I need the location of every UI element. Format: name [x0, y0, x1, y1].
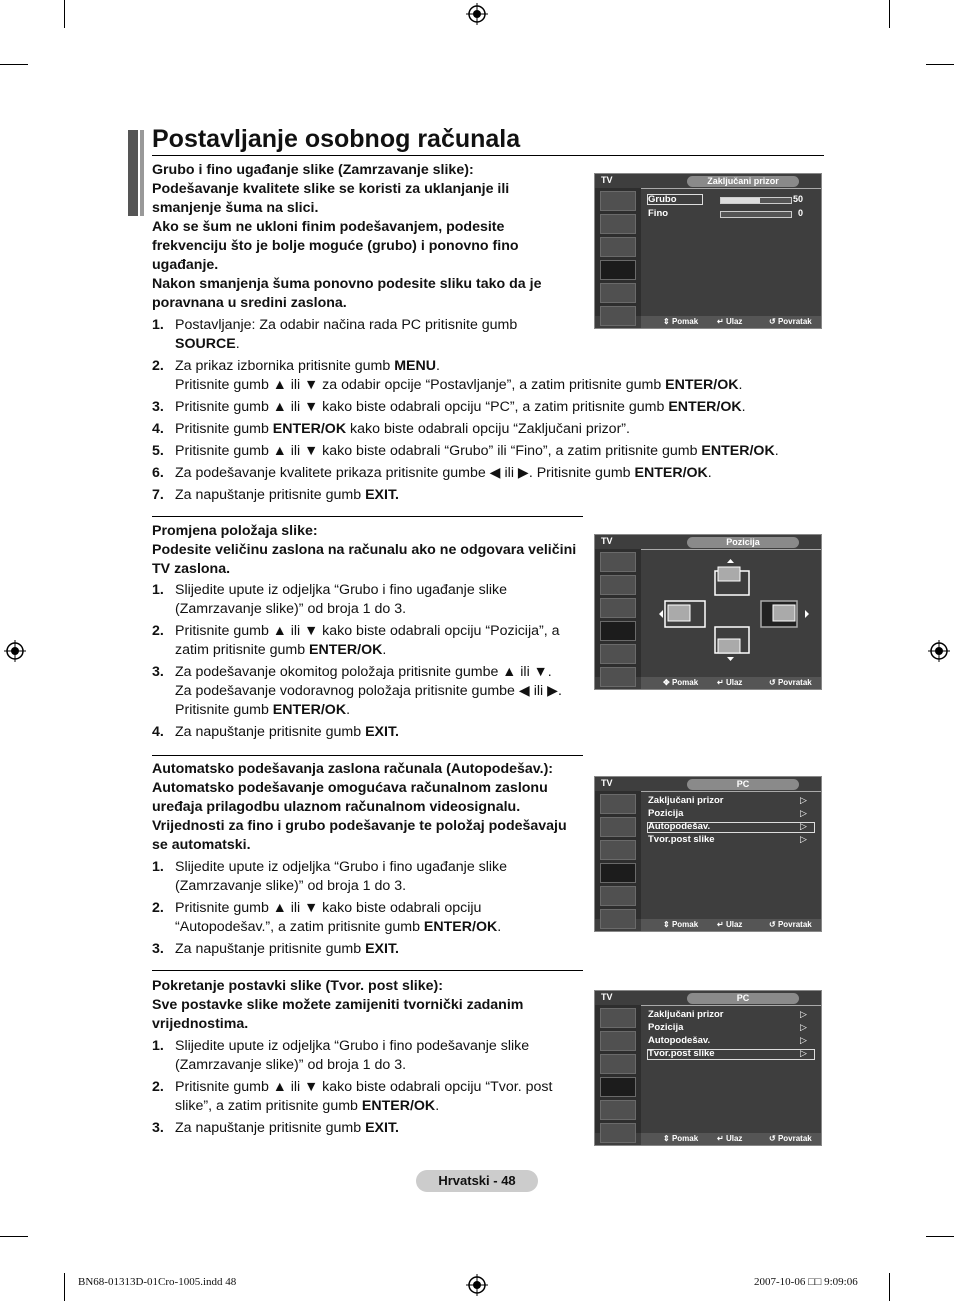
osd-tv-label: TV: [601, 536, 613, 546]
step-text: Pritisnite gumb ▲ ili ▼ kako biste odabrali opciju “Autopodešav.”, a zatim pritisnite gumb ENTER/OK.: [175, 900, 502, 935]
heading-line: Nakon smanjenja šuma ponovno podesite sliku tako da je: [152, 276, 542, 292]
osd-menu-item[interactable]: Pozicija: [648, 1022, 684, 1033]
picture-menu-icon: [600, 794, 636, 814]
step-text: Slijedite upute iz odjeljka “Grubo i fino ugađanje slike (Zamrzavanje slike)” od broja 1 do 3.: [175, 859, 508, 894]
step-item: [152, 622, 582, 660]
back-hint: ↺ Povratak: [769, 1134, 812, 1143]
osd-menu-item[interactable]: Autopodešav.: [648, 1035, 711, 1046]
back-hint: ↺ Povratak: [769, 317, 812, 326]
step-text: Pritisnite gumb ▲ ili ▼ kako biste odabrali “Grubo” ili “Fino”, a zatim pritisnite gumb ENTER/OK.: [175, 443, 779, 459]
move-hint: ✥ Pomak: [663, 678, 699, 687]
back-label: Povratak: [777, 920, 812, 929]
submenu-arrow-icon: ▷: [800, 1035, 807, 1045]
back-label: Povratak: [777, 317, 812, 326]
enter-hint: ↵ Ulaz: [717, 920, 743, 929]
picture-menu-icon: [600, 191, 636, 211]
registration-mark-icon: [928, 640, 950, 662]
step-item: [152, 420, 832, 439]
osd-sidebar: [595, 549, 641, 677]
step-item: [152, 581, 582, 619]
heading-line: Podesite veličinu zaslona na računalu ako ne odgovara veličini: [152, 542, 577, 558]
move-hint: ⇕ Pomak: [663, 920, 699, 929]
heading-line: Automatsko podešavanje omogućava računalnom zaslonu: [152, 780, 548, 796]
step-number: 1.: [152, 317, 164, 333]
enter-hint: ↵ Ulaz: [717, 317, 743, 326]
heading-line: ugađanje.: [152, 257, 219, 273]
step-number: 1.: [152, 1038, 164, 1054]
section-rule: [152, 755, 583, 756]
title-accent-bar: [128, 130, 138, 216]
osd-item-grubo: Grubo: [648, 194, 677, 205]
registration-mark-icon: [466, 3, 488, 25]
step-number: 1.: [152, 582, 164, 598]
step-text: Slijedite upute iz odjeljka “Grubo i fino podešavanje slike (Zamrzavanje slike)” od broja 1 do 3.: [175, 1038, 530, 1073]
grubo-value: 50: [793, 194, 804, 204]
sound-menu-icon: [600, 817, 636, 837]
back-label: Povratak: [777, 1134, 812, 1143]
channel-menu-icon: [600, 598, 636, 618]
print-slug-file: BN68-01313D-01Cro-1005.indd 48: [78, 1276, 237, 1288]
submenu-arrow-icon: ▷: [800, 821, 807, 831]
osd-divider: [641, 549, 821, 550]
step-text: Pritisnite gumb ENTER/OK kako biste odabrali opciju “Zaključani prizor”.: [175, 421, 630, 437]
slider-fill: [721, 198, 760, 203]
setup-menu-icon: [600, 1077, 636, 1097]
osd-header: PC: [687, 779, 799, 790]
heading-line: Vrijednosti za fino i grubo podešavanje te položaj podešavaju: [152, 818, 567, 834]
enter-label: Ulaz: [725, 1134, 743, 1143]
submenu-arrow-icon: ▷: [800, 1022, 807, 1032]
channel-menu-icon: [600, 840, 636, 860]
heading-line: smanjenje šuma na slici.: [152, 200, 319, 216]
heading-line: TV zaslona.: [152, 561, 231, 577]
move-hint: ⇕ Pomak: [663, 1134, 699, 1143]
osd-tv-label: TV: [601, 778, 613, 788]
step-text: Za napuštanje pritisnite gumb EXIT.: [175, 941, 399, 957]
step-item: [152, 1119, 582, 1138]
osd-menu-item[interactable]: Zaključani prizor: [648, 795, 724, 806]
osd-header: PC: [687, 993, 799, 1004]
osd-menu-item[interactable]: Autopodešav.: [648, 821, 711, 832]
title-accent-bar: [140, 130, 144, 216]
move-label: Pomak: [671, 317, 699, 326]
move-label: Pomak: [671, 1134, 699, 1143]
osd-menu-item[interactable]: Pozicija: [648, 808, 684, 819]
step-text: Slijedite upute iz odjeljka “Grubo i fino ugađanje slike (Zamrzavanje slike)” od broja 1 do 3.: [175, 582, 508, 617]
step-text: Pritisnite gumb ▲ ili ▼ kako biste odabrali opciju “Pozicija”, a zatim pritisnite gumb ENTER/OK.: [175, 623, 560, 658]
grubo-slider: [720, 197, 792, 204]
move-label: Pomak: [671, 920, 699, 929]
sound-menu-icon: [600, 1031, 636, 1051]
step-text: Za podešavanje okomitog položaja pritisnite gumbe ▲ ili ▼. Za podešavanje vodoravnog položaja pritisnite gumbe ◀ ili ▶. Pritisnite gumb ENTER/OK.: [175, 664, 562, 718]
osd-sidebar: [595, 1005, 641, 1133]
osd-menu-item[interactable]: Tvor.post slike: [648, 1048, 715, 1059]
osd-item-fino: Fino: [648, 208, 669, 219]
input-menu-icon: [600, 1100, 636, 1120]
step-item: [152, 723, 582, 742]
osd-footer: [641, 919, 821, 931]
section-1-steps: [152, 316, 832, 508]
back-hint: ↺ Povratak: [769, 920, 812, 929]
print-slug-date: 2007-10-06 □□ 9:09:06: [754, 1276, 858, 1288]
section-3-heading: [152, 760, 592, 855]
osd-menu-item[interactable]: Tvor.post slike: [648, 834, 715, 845]
heading-line: Podešavanje kvalitete slike se koristi za uklanjanje ili: [152, 181, 510, 197]
step-number: 3.: [152, 399, 164, 415]
input-menu-icon: [600, 283, 636, 303]
step-number: 4.: [152, 421, 164, 437]
digital-menu-icon: [600, 306, 636, 326]
step-text: Pritisnite gumb ▲ ili ▼ kako biste odabrali opciju “Tvor. post slike”, a zatim pritisnite gumb ENTER/OK.: [175, 1079, 553, 1114]
step-number: 1.: [152, 859, 164, 875]
step-number: 2.: [152, 900, 164, 916]
step-item: [152, 1078, 582, 1116]
osd-divider: [641, 188, 821, 189]
digital-menu-icon: [600, 1123, 636, 1143]
back-label: Povratak: [777, 678, 812, 687]
page-number: Hrvatski - 48: [416, 1170, 538, 1192]
fino-slider: [720, 211, 792, 218]
channel-menu-icon: [600, 237, 636, 257]
step-item: [152, 398, 832, 417]
digital-menu-icon: [600, 667, 636, 687]
move-hint: ⇕ Pomak: [663, 317, 699, 326]
submenu-arrow-icon: ▷: [800, 1048, 807, 1058]
step-text: Za prikaz izbornika pritisnite gumb MENU. Pritisnite gumb ▲ ili ▼ za odabir opcije “Postavljanje”, a zatim pritisnite gumb ENTER/OK.: [175, 358, 743, 393]
submenu-arrow-icon: ▷: [800, 795, 807, 805]
step-text: Postavljanje: Za odabir načina rada PC pritisnite gumb SOURCE.: [175, 317, 518, 352]
heading-line: Grubo i fino ugađanje slike (Zamrzavanje slike):: [152, 162, 474, 178]
heading-line: Ako se šum ne ukloni finim podešavanjem, podesite: [152, 219, 505, 235]
osd-menu-item[interactable]: Zaključani prizor: [648, 1009, 724, 1020]
picture-menu-icon: [600, 552, 636, 572]
section-4-steps: [152, 1037, 582, 1141]
step-number: 4.: [152, 724, 164, 740]
heading-line: poravnana u sredini zaslona.: [152, 295, 347, 311]
step-number: 5.: [152, 443, 164, 459]
step-item: [152, 663, 582, 720]
osd-tv-label: TV: [601, 175, 613, 185]
section-2-heading: [152, 522, 592, 579]
heading-line: se automatski.: [152, 837, 251, 853]
step-number: 2.: [152, 1079, 164, 1095]
osd-tv-label: TV: [601, 992, 613, 1002]
section-rule: [152, 970, 583, 971]
step-text: Pritisnite gumb ▲ ili ▼ kako biste odabrali opciju “PC”, a zatim pritisnite gumb ENTER/OK.: [175, 399, 746, 415]
enter-label: Ulaz: [725, 317, 743, 326]
osd-screen-pc-tvor-post: [594, 990, 822, 1146]
osd-screen-pc-autopodesav: [594, 776, 822, 932]
osd-header: Pozicija: [687, 537, 799, 548]
submenu-arrow-icon: ▷: [800, 1009, 807, 1019]
step-number: 3.: [152, 664, 164, 680]
step-text: Za napuštanje pritisnite gumb EXIT.: [175, 724, 399, 740]
section-1-heading: [152, 161, 582, 313]
registration-mark-icon: [4, 640, 26, 662]
step-text: Za napuštanje pritisnite gumb EXIT.: [175, 1120, 399, 1136]
osd-sidebar: [595, 188, 641, 316]
heading-line: Pokretanje postavki slike (Tvor. post slike):: [152, 978, 443, 994]
submenu-arrow-icon: ▷: [800, 834, 807, 844]
step-item: [152, 940, 582, 959]
section-3-steps: [152, 858, 582, 962]
step-number: 3.: [152, 941, 164, 957]
osd-footer: [641, 316, 821, 328]
step-text: Za podešavanje kvalitete prikaza pritisnite gumbe ◀ ili ▶. Pritisnite gumb ENTER/OK.: [175, 465, 712, 481]
heading-line: Sve postavke slike možete zamijeniti tvornički zadanim: [152, 997, 524, 1013]
step-number: 2.: [152, 623, 164, 639]
setup-menu-icon: [600, 863, 636, 883]
setup-menu-icon: [600, 621, 636, 641]
channel-menu-icon: [600, 1054, 636, 1074]
step-item: [152, 486, 832, 505]
heading-line: vrijednostima.: [152, 1016, 249, 1032]
osd-divider: [641, 791, 821, 792]
digital-menu-icon: [600, 909, 636, 929]
enter-label: Ulaz: [725, 920, 743, 929]
heading-line: Promjena položaja slike:: [152, 523, 318, 539]
osd-header: Zaključani prizor: [687, 176, 799, 187]
step-number: 6.: [152, 465, 164, 481]
position-diagram: [655, 559, 815, 669]
setup-menu-icon: [600, 260, 636, 280]
step-item: [152, 1037, 582, 1075]
section-2-steps: [152, 581, 582, 745]
step-number: 3.: [152, 1120, 164, 1136]
heading-line: Automatsko podešavanja zaslona računala (Autopodešav.):: [152, 761, 554, 777]
title-rule: [152, 155, 824, 156]
enter-hint: ↵ Ulaz: [717, 1134, 743, 1143]
osd-divider: [641, 1005, 821, 1006]
step-item: [152, 464, 832, 483]
step-item: [152, 357, 832, 395]
heading-line: uređaja prilagodbu ulaznom računalnom videosignalu.: [152, 799, 521, 815]
back-hint: ↺ Povratak: [769, 678, 812, 687]
osd-sidebar: [595, 791, 641, 919]
step-text: Za napuštanje pritisnite gumb EXIT.: [175, 487, 399, 503]
osd-screen-zakljucani-prizor: [594, 173, 822, 329]
step-number: 2.: [152, 358, 164, 374]
heading-line: frekvenciju što je bolje moguće (grubo) i ponovno fino: [152, 238, 519, 254]
sound-menu-icon: [600, 575, 636, 595]
input-menu-icon: [600, 886, 636, 906]
submenu-arrow-icon: ▷: [800, 808, 807, 818]
fino-value: 0: [798, 208, 804, 218]
step-number: 7.: [152, 487, 164, 503]
osd-footer: [641, 1133, 821, 1145]
osd-footer: [641, 677, 821, 689]
sound-menu-icon: [600, 214, 636, 234]
step-item: [152, 858, 582, 896]
registration-mark-icon: [466, 1274, 488, 1296]
section-rule: [152, 516, 583, 517]
step-item: [152, 442, 832, 461]
step-item: [152, 899, 582, 937]
enter-label: Ulaz: [725, 678, 743, 687]
page-title: Postavljanje osobnog računala: [152, 125, 521, 153]
enter-hint: ↵ Ulaz: [717, 678, 743, 687]
picture-menu-icon: [600, 1008, 636, 1028]
section-4-heading: [152, 977, 582, 1034]
osd-screen-pozicija: [594, 534, 822, 690]
move-label: Pomak: [671, 678, 699, 687]
input-menu-icon: [600, 644, 636, 664]
